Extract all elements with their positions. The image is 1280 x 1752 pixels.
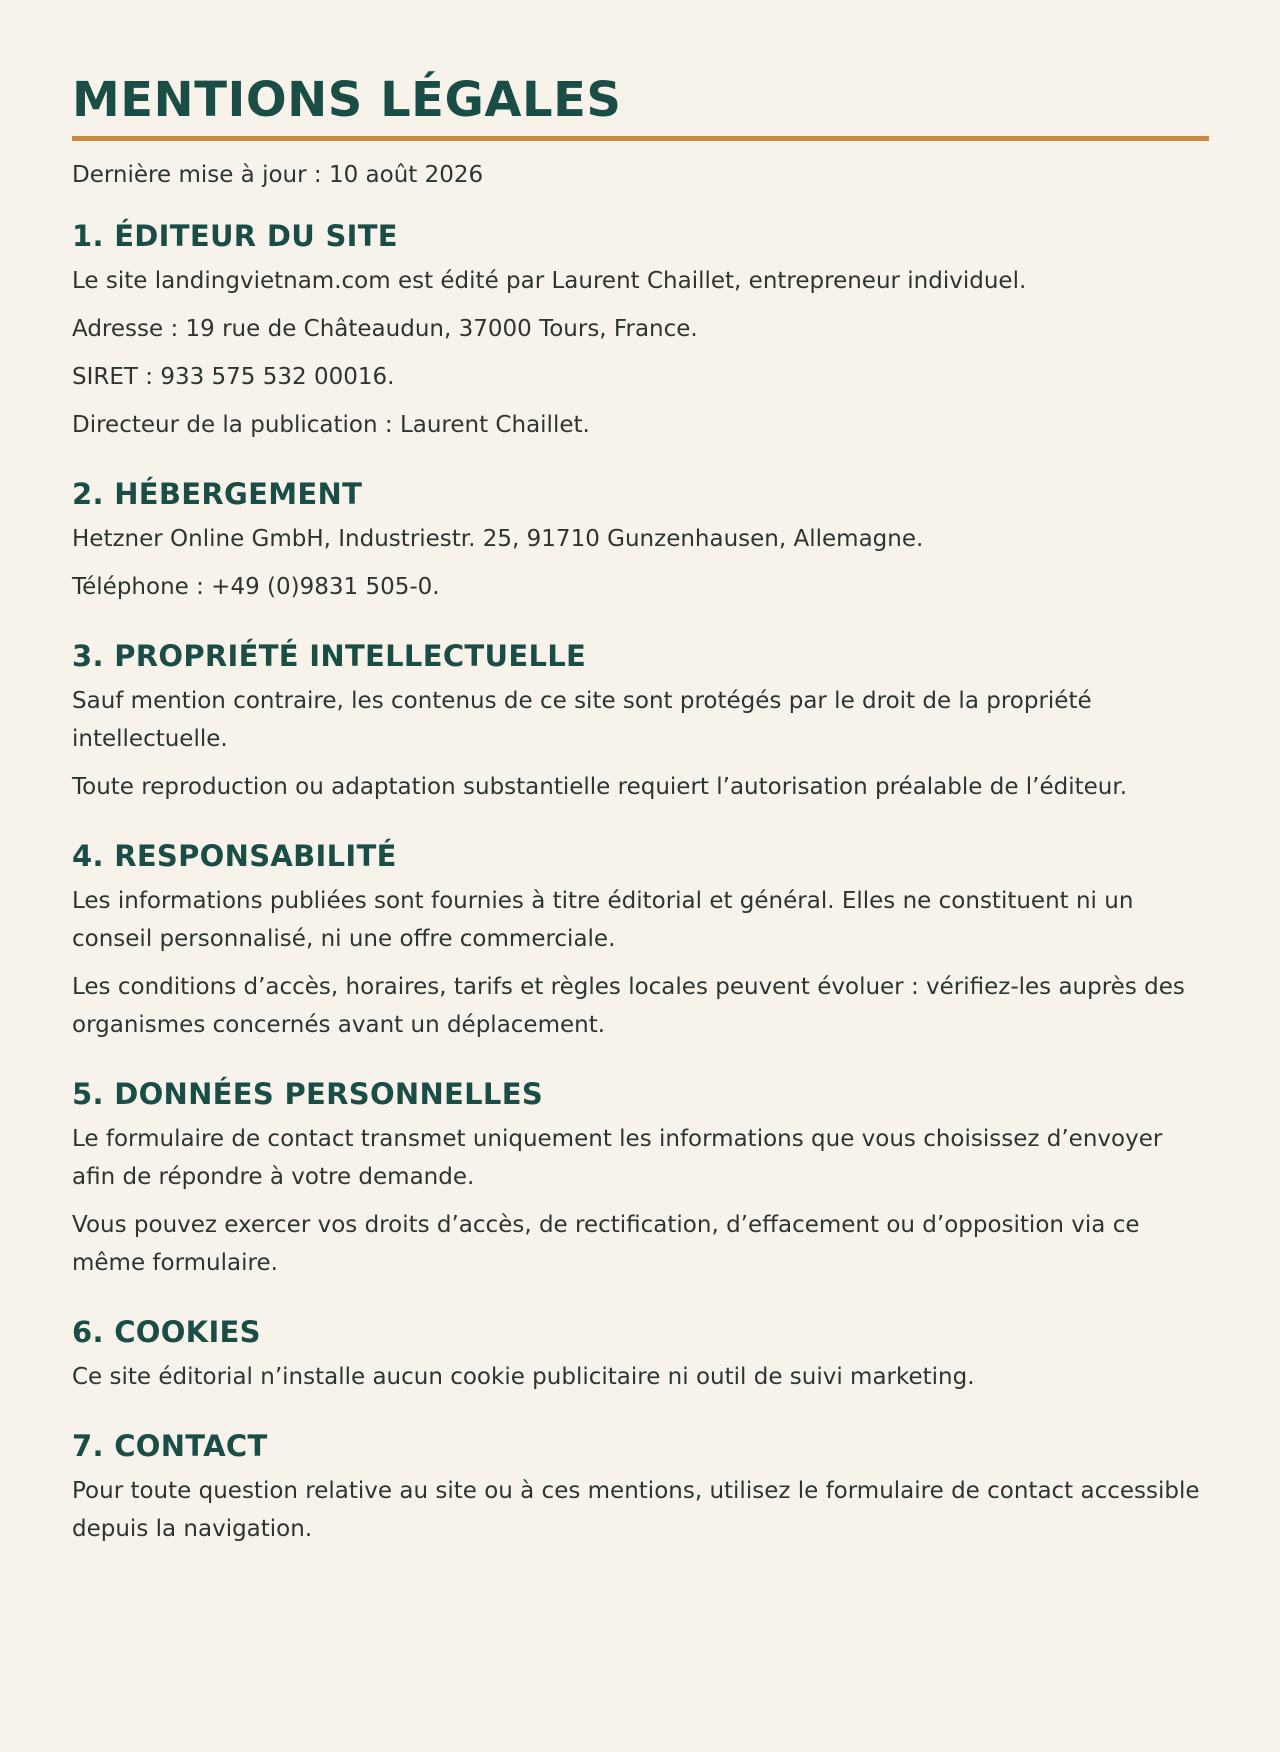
- section-cookies: [72, 1312, 1208, 1396]
- section-heading: 6. COOKIES: [72, 1315, 261, 1349]
- section-heading: 5. DONNÉES PERSONNELLES: [72, 1077, 543, 1111]
- section-propriete-intellectuelle: [72, 636, 1208, 806]
- section-hebergement: [72, 474, 1208, 606]
- section-donnees-personnelles: [72, 1074, 1208, 1282]
- section-paragraph: Les conditions d’accès, horaires, tarifs et règles locales peuvent évoluer : vérifiez-les auprès des organismes concernés avant un déplacement.: [72, 974, 1185, 1038]
- section-contact: [72, 1426, 1208, 1548]
- section-heading: 7. CONTACT: [72, 1429, 268, 1463]
- title-divider: [72, 136, 1209, 141]
- section-paragraph: Adresse : 19 rue de Châteaudun, 37000 Tours, France.: [72, 316, 698, 342]
- section-paragraph: Le formulaire de contact transmet uniquement les informations que vous choisissez d’envoyer afin de répondre à votre demande.: [72, 1126, 1163, 1190]
- last-updated-text: Dernière mise à jour : 10 août 2026: [72, 162, 484, 188]
- section-paragraph: Les informations publiées sont fournies à titre éditorial et général. Elles ne constituent ni un conseil personnalisé, ni une offre commerciale.: [72, 888, 1134, 952]
- section-paragraph: Vous pouvez exercer vos droits d’accès, de rectification, d’effacement ou d’opposition via ce même formulaire.: [72, 1212, 1140, 1276]
- section-heading: 2. HÉBERGEMENT: [72, 477, 363, 511]
- section-paragraph: Téléphone : +49 (0)9831 505-0.: [72, 574, 440, 600]
- section-responsabilite: [72, 836, 1208, 1044]
- section-heading: 1. ÉDITEUR DU SITE: [72, 219, 398, 253]
- section-paragraph: Ce site éditorial n’installe aucun cookie publicitaire ni outil de suivi marketing.: [72, 1364, 975, 1390]
- section-paragraph: Sauf mention contraire, les contenus de ce site sont protégés par le droit de la propriété intellectuelle.: [72, 688, 1092, 752]
- section-paragraph: SIRET : 933 575 532 00016.: [72, 364, 395, 390]
- section-paragraph: Toute reproduction ou adaptation substantielle requiert l’autorisation préalable de l’éditeur.: [72, 774, 1128, 800]
- section-paragraph: Le site landingvietnam.com est édité par Laurent Chaillet, entrepreneur individuel.: [72, 268, 1027, 294]
- section-paragraph: Directeur de la publication : Laurent Chaillet.: [72, 412, 590, 438]
- section-heading: 3. PROPRIÉTÉ INTELLECTUELLE: [72, 639, 587, 673]
- section-heading: 4. RESPONSABILITÉ: [72, 839, 397, 873]
- section-paragraph: Hetzner Online GmbH, Industriestr. 25, 91710 Gunzenhausen, Allemagne.: [72, 526, 924, 552]
- page-title: MENTIONS LÉGALES: [72, 72, 622, 128]
- section-editeur: [72, 216, 1208, 444]
- section-paragraph: Pour toute question relative au site ou à ces mentions, utilisez le formulaire de contact accessible depuis la navigation.: [72, 1478, 1200, 1542]
